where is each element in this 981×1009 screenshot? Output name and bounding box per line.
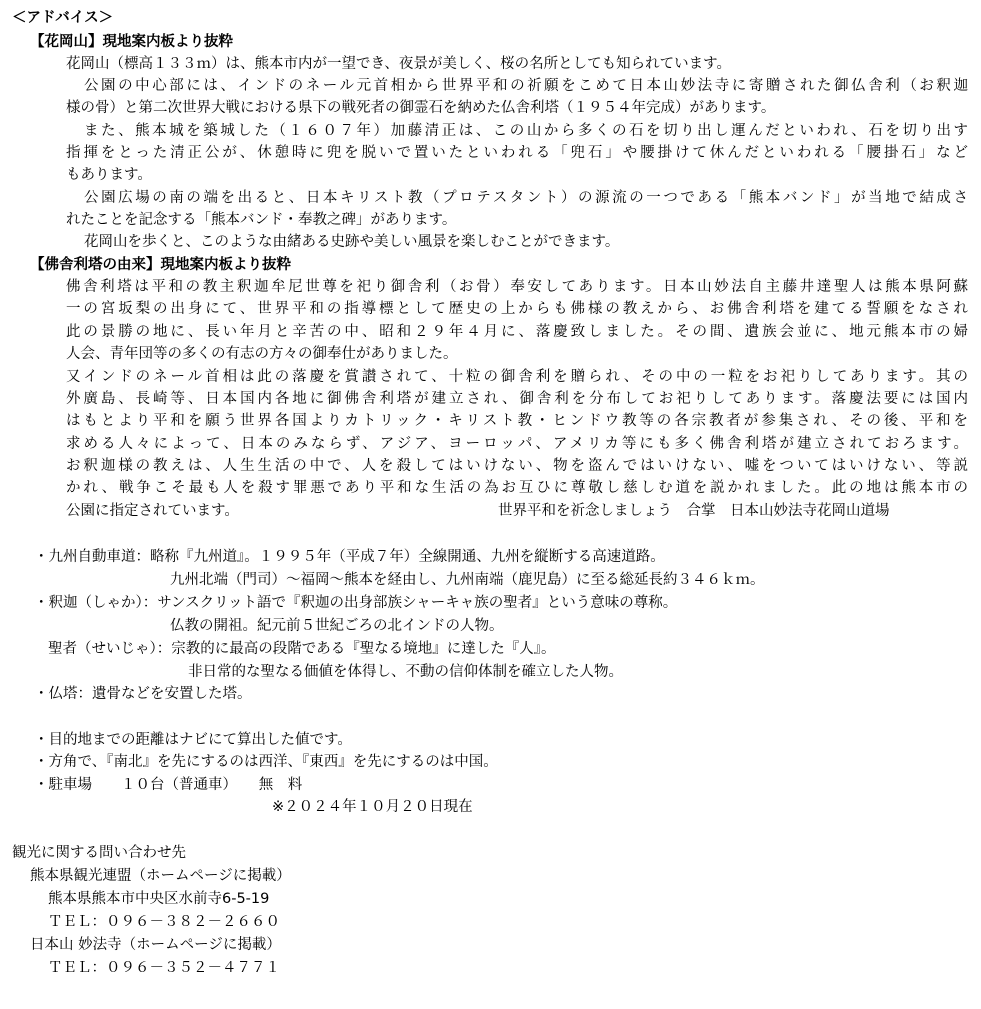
bussharito-line: 佛舎利塔は平和の教主釈迦牟尼世尊を祀り御舎利（お骨）奉安してあります。日本山妙法自主藤井達聖人は熊本県阿蘇	[66, 279, 968, 295]
bussharito-line: はもとより平和を願う世界各国よりカトリック・キリスト教・ヒンドウ教等の各宗教者が参集され、その後、平和を	[66, 413, 968, 429]
glossary-item: ・釈迦（しゃか）：サンスクリット語で『釈迦の出身部族シャーキャ族の聖者』という意味の尊称。	[34, 595, 678, 611]
hanaokayama-line: 公園広場の南の端を出ると、日本キリスト教（プロテスタント）の源流の一つである「熊本バンド」が当地で結成さ	[84, 190, 968, 206]
hanaokayama-line: 様の骨）と第二次世界大戦における県下の戦死者の御霊石を納めた仏舎利塔（１９５４年完成）があります。	[66, 100, 776, 116]
hanaokayama-line: 花岡山（標高１３３ｍ）は、熊本市内が一望でき、夜景が美しく、桜の名所としても知られています。	[66, 56, 731, 72]
bussharito-line: 求める人々によって、日本のみならず、アジア、ヨーロッパ、アメリカ等にも多く佛舎利塔が建立されておろます。	[66, 436, 968, 452]
glossary-item: ・仏塔：遺骨などを安置した塔。	[34, 686, 252, 702]
bussharito-line: かれ、戦争こそ最も人を殺す罪悪であり平和な生活の為お互ひに尊敬し慈しむ道を説かれました。此の地は熊本市の	[66, 480, 968, 496]
signature-line: 世界平和を祈念しましょう 合掌 日本山妙法寺花岡山道場	[498, 503, 890, 519]
glossary-item: ・九州自動車道：略称『九州道』。１９９５年（平成７年）全線開通、九州を縦断する高速道路。	[34, 549, 665, 565]
bussharito-line: 公園に指定されています。	[66, 503, 239, 519]
bussharito-line: 此の景勝の地に、長い年月と辛苦の中、昭和２９年４月に、落慶致しました。その間、遺族会並に、地元熊本市の婦	[66, 324, 968, 340]
note-item: ・駐車場 １０台（普通車） 無 料	[34, 777, 303, 793]
contact-tel: ＴＥＬ：０９６－３５２－４７７１	[48, 960, 280, 976]
contact-org-name: 熊本県観光連盟（ホームページに掲載）	[30, 868, 291, 884]
bussharito-line: 外廣島、長崎等、日本国内各地に御佛舎利塔が建立され、御舎利を分布してお祀りしてあります。落慶法要には国内	[66, 391, 968, 407]
hanaokayama-line: もあります。	[66, 167, 152, 183]
bussharito-line: 人会、青年団等の多くの有志の方々の御奉仕がありました。	[66, 346, 458, 362]
hanaokayama-line: また、熊本城を築城した（１６０７年）加藤清正は、この山から多くの石を切り出し運んだといわれ、石を切り出す	[84, 123, 968, 139]
bussharito-line: お釈迦様の教えは、人生生活の中で、人を殺してはいけない、物を盗んではいけない、嘘をついてはいけない、等説	[66, 458, 968, 474]
glossary-item: 聖者（せいじゃ）：宗教的に最高の段階である『聖なる境地』に達した『人』。	[48, 641, 556, 657]
note-item: ・目的地までの距離はナビにて算出した値です。	[34, 732, 352, 748]
glossary-item: 九州北端（門司）～福岡～熊本を経由し、九州南端（鹿児島）に至る総延長約３４６ｋｍ。	[170, 572, 765, 588]
as-of-date: ※２０２４年１０月２０日現在	[272, 799, 473, 815]
contact-org-name: 日本山 妙法寺（ホームページに掲載）	[30, 937, 281, 953]
note-item: ・方角で、『南北』を先にするのは西洋、『東西』を先にするのは中国。	[34, 754, 498, 770]
section-heading-hanaokayama: 【花岡山】現地案内板より抜粋	[30, 34, 233, 50]
contact-tel: ＴＥＬ：０９６－３８２－２６６０	[48, 914, 280, 930]
hanaokayama-line: 花岡山を歩くと、このような由緒ある史跡や美しい風景を楽しむことができます。	[84, 234, 620, 250]
glossary-item: 非日常的な聖なる価値を体得し、不動の信仰体制を確立した人物。	[188, 664, 623, 680]
bussharito-line: 又インドのネール首相は此の落慶を賞讃されて、十粒の御舎利を贈られ、その中の一粒をお祀りしてあります。其の	[66, 369, 968, 385]
bussharito-line: 一の宮坂梨の出身にて、世界平和の指導標として歴史の上からも佛様の教えから、お佛舎利塔を建てる誓願をなされ	[66, 301, 968, 317]
hanaokayama-line: れたことを記念する「熊本バンド・奉教之碑」があります。	[66, 212, 457, 228]
contact-address: 熊本県熊本市中央区水前寺6-5-19	[48, 891, 270, 907]
hanaokayama-line: 指揮をとった清正公が、休憩時に兜を脱いで置いたといわれる「兜石」や腰掛けて休んだといわれる「腰掛石」など	[66, 145, 968, 161]
advice-title: ＜アドバイス＞	[12, 10, 114, 26]
hanaokayama-line: 公園の中心部には、インドのネール元首相から世界平和の祈願をこめて日本山妙法寺に寄贈された御仏舎利（お釈迦	[84, 78, 968, 94]
glossary-item: 仏教の開祖。紀元前５世紀ごろの北インドの人物。	[170, 618, 504, 634]
section-heading-bussharito: 【佛舎利塔の由来】現地案内板より抜粋	[30, 257, 291, 273]
contact-title: 観光に関する問い合わせ先	[12, 845, 186, 861]
